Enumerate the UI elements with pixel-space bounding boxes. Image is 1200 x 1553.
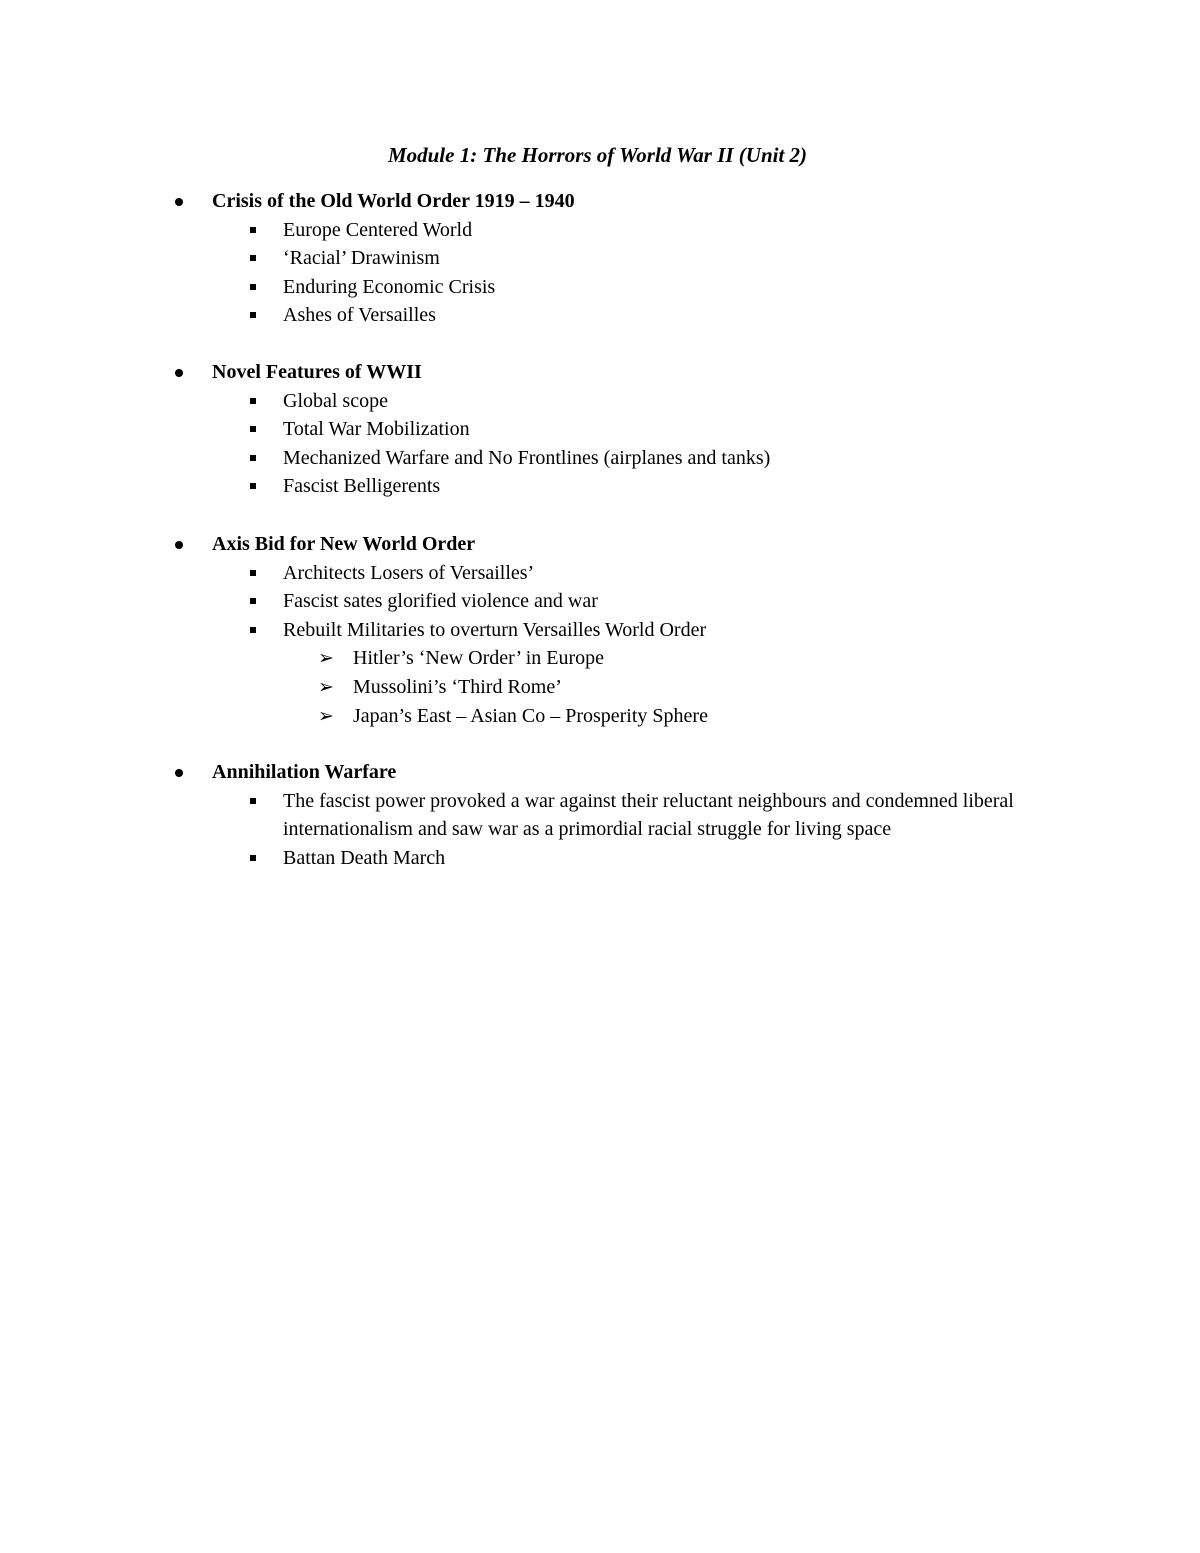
- bullet-square-icon: [250, 284, 256, 290]
- list-item-text: Total War Mobilization: [283, 418, 470, 441]
- arrow-bullet-icon: ➢: [318, 647, 334, 670]
- list-item: [0, 787, 1200, 844]
- list-item: [0, 301, 1200, 330]
- list-item: [0, 273, 1200, 302]
- sub-list-item-text: Hitler’s ‘New Order’ in Europe: [353, 647, 605, 670]
- sub-list-item-text: Mussolini’s ‘Third Rome’: [353, 675, 562, 698]
- sub-list-item-text: Japan’s East – Asian Co – Prosperity Sphere: [353, 704, 708, 727]
- list-item: [0, 415, 1200, 444]
- bullet-square-icon: [250, 483, 256, 489]
- list-item-text: Battan Death March: [283, 846, 446, 869]
- list-item-text: The fascist power provoked a war against their reluctant neighbours and condemned liberal internationalism and saw war as a primordial racial struggle for living space: [283, 789, 1014, 841]
- bullet-square-icon: [250, 455, 256, 461]
- section-heading: [0, 758, 1200, 787]
- list-item-text: ‘Racial’ Drawinism: [283, 247, 440, 270]
- bullet-square-icon: [250, 627, 256, 633]
- arrow-bullet-icon: ➢: [318, 675, 334, 698]
- list-item: [0, 587, 1200, 616]
- list-item-text: Mechanized Warfare and No Frontlines (airplanes and tanks): [283, 446, 771, 469]
- bullet-disc-icon: [175, 769, 183, 777]
- list-item: [0, 216, 1200, 245]
- list-item: [0, 616, 1200, 645]
- bullet-disc-icon: [175, 198, 183, 206]
- list-item-text: Enduring Economic Crisis: [283, 275, 496, 298]
- bullet-square-icon: [250, 798, 256, 804]
- bullet-square-icon: [250, 227, 256, 233]
- bullet-disc-icon: [175, 541, 183, 549]
- bullet-square-icon: [250, 398, 256, 404]
- list-item-text: Global scope: [283, 389, 388, 412]
- section-heading-text: Axis Bid for New World Order: [212, 533, 476, 555]
- bullet-square-icon: [250, 312, 256, 318]
- list-item-text: Fascist Belligerents: [283, 475, 441, 498]
- bullet-square-icon: [250, 598, 256, 604]
- sub-list-item: [0, 673, 1200, 702]
- list-item-text: Rebuilt Militaries to overturn Versailles World Order: [283, 618, 707, 641]
- list-item-text: Europe Centered World: [283, 218, 473, 241]
- list-item: [0, 472, 1200, 501]
- section-heading-text: Annihilation Warfare: [212, 761, 397, 783]
- list-item: [0, 387, 1200, 416]
- list-item: [0, 244, 1200, 273]
- list-item: [0, 844, 1200, 873]
- bullet-square-icon: [250, 855, 256, 861]
- sub-list-item: [0, 702, 1200, 731]
- bullet-square-icon: [250, 570, 256, 576]
- list-item: [0, 559, 1200, 588]
- list-item-text: Architects Losers of Versailles’: [283, 561, 535, 584]
- section-crisis-old-world-order: [0, 187, 1200, 330]
- list-item-text: Ashes of Versailles: [283, 304, 436, 327]
- section-heading-text: Crisis of the Old World Order 1919 – 1940: [212, 190, 575, 212]
- section-heading: [0, 187, 1200, 216]
- section-heading: [0, 358, 1200, 387]
- arrow-bullet-icon: ➢: [318, 704, 334, 727]
- bullet-disc-icon: [175, 369, 183, 377]
- list-item-text: Fascist sates glorified violence and war: [283, 590, 598, 613]
- section-heading-text: Novel Features of WWII: [212, 361, 422, 383]
- section-heading: [0, 530, 1200, 559]
- sub-list-item: [0, 644, 1200, 673]
- page-title: Module 1: The Horrors of World War II (Unit 2): [387, 143, 808, 167]
- section-novel-features-wwii: [0, 358, 1200, 501]
- bullet-square-icon: [250, 426, 256, 432]
- bullet-square-icon: [250, 255, 256, 261]
- section-annihilation-warfare: [0, 758, 1200, 872]
- list-item: [0, 444, 1200, 473]
- section-axis-bid-new-world-order: [0, 530, 1200, 730]
